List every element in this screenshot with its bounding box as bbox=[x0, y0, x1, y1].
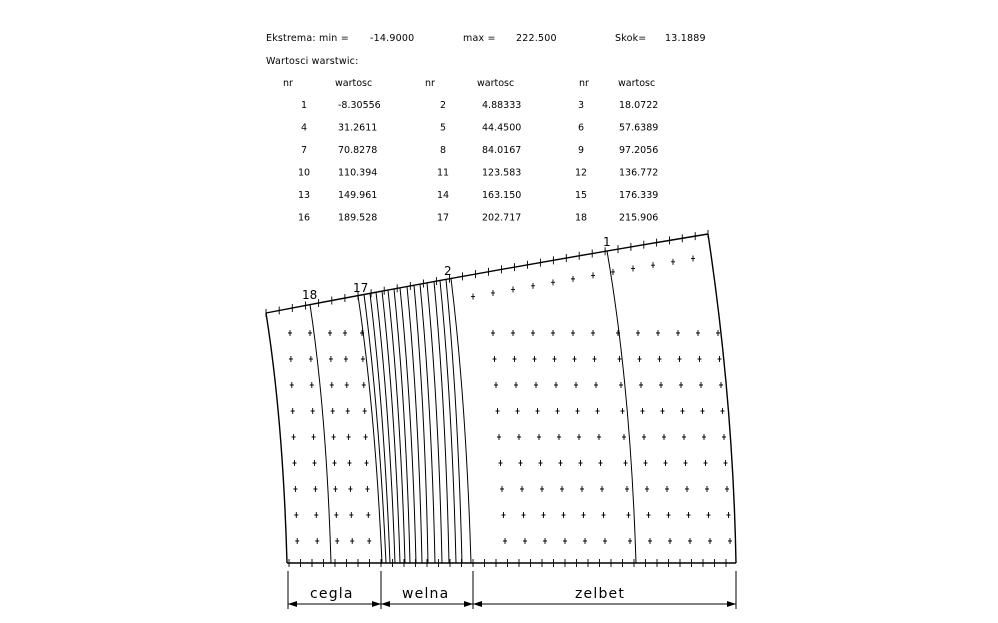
grid-marker bbox=[288, 330, 292, 336]
grid-marker bbox=[611, 269, 615, 275]
table-cell-value: 176.339 bbox=[619, 190, 659, 201]
grid-marker bbox=[344, 356, 348, 362]
grid-marker bbox=[559, 460, 563, 466]
grid-marker bbox=[648, 538, 652, 544]
grid-marker bbox=[516, 408, 520, 414]
grid-marker bbox=[698, 356, 702, 362]
table-cell-nr: 8 bbox=[439, 145, 447, 156]
grid-marker bbox=[531, 283, 535, 289]
grid-marker bbox=[642, 434, 646, 440]
grid-marker bbox=[591, 272, 595, 278]
grid-marker bbox=[554, 382, 558, 388]
grid-marker bbox=[600, 486, 604, 492]
col-header-nr: nr bbox=[579, 78, 589, 89]
grid-marker bbox=[328, 330, 332, 336]
contour-label-2: 2 bbox=[444, 264, 452, 278]
grid-marker bbox=[496, 408, 500, 414]
grid-marker bbox=[577, 434, 581, 440]
grid-marker bbox=[661, 408, 665, 414]
grid-marker bbox=[631, 266, 635, 272]
extrema-max-value: 222.500 bbox=[516, 33, 557, 44]
grid-marker bbox=[494, 382, 498, 388]
grid-marker bbox=[560, 486, 564, 492]
grid-marker bbox=[537, 434, 541, 440]
grid-marker bbox=[682, 434, 686, 440]
wall-cross-section bbox=[266, 230, 736, 567]
grid-marker bbox=[511, 286, 515, 292]
grid-marker bbox=[718, 356, 722, 362]
grid-marker bbox=[580, 486, 584, 492]
grid-marker bbox=[551, 330, 555, 336]
grid-marker bbox=[347, 434, 351, 440]
grid-marker bbox=[621, 408, 625, 414]
grid-marker bbox=[540, 486, 544, 492]
table-cell-nr: 2 bbox=[439, 100, 447, 111]
grid-marker bbox=[684, 460, 688, 466]
grid-marker bbox=[628, 538, 632, 544]
grid-marker bbox=[719, 382, 723, 388]
grid-marker bbox=[593, 356, 597, 362]
grid-marker bbox=[691, 255, 695, 261]
grid-marker bbox=[293, 460, 297, 466]
grid-marker bbox=[539, 460, 543, 466]
grid-marker bbox=[665, 486, 669, 492]
grid-marker bbox=[365, 486, 369, 492]
table-cell-nr: 5 bbox=[439, 122, 447, 134]
grid-marker bbox=[625, 486, 629, 492]
grid-marker bbox=[551, 279, 555, 285]
table-cell-nr: 10 bbox=[297, 167, 311, 179]
table-cell-value: 97.2056 bbox=[619, 145, 659, 156]
material-label-zelbet: zelbet bbox=[575, 586, 626, 602]
step-value: 13.1889 bbox=[665, 33, 706, 44]
grid-marker bbox=[361, 356, 365, 362]
grid-marker bbox=[335, 538, 339, 544]
grid-marker bbox=[520, 486, 524, 492]
grid-marker bbox=[583, 538, 587, 544]
grid-marker bbox=[679, 382, 683, 388]
grid-marker bbox=[294, 512, 298, 518]
contour-label-17: 17 bbox=[353, 281, 369, 295]
grid-marker bbox=[596, 408, 600, 414]
extrema-min-value: -14.9000 bbox=[370, 33, 415, 44]
grid-marker bbox=[651, 262, 655, 268]
grid-marker bbox=[542, 512, 546, 518]
isoline bbox=[434, 282, 449, 563]
grid-marker bbox=[582, 512, 586, 518]
grid-marker bbox=[678, 356, 682, 362]
grid-marker bbox=[293, 486, 297, 492]
table-cell-nr: 7 bbox=[300, 145, 308, 156]
grid-marker bbox=[333, 460, 337, 466]
table-cell-value: 57.6389 bbox=[619, 122, 659, 134]
grid-marker bbox=[707, 512, 711, 518]
grid-markers bbox=[288, 255, 732, 544]
grid-marker bbox=[491, 330, 495, 336]
table-cell-nr: 11 bbox=[436, 167, 450, 179]
table-cell-value: 110.394 bbox=[338, 167, 378, 179]
grid-marker bbox=[676, 330, 680, 336]
grid-marker bbox=[314, 512, 318, 518]
grid-marker bbox=[309, 356, 313, 362]
grid-marker bbox=[644, 460, 648, 466]
table-cell-nr: 16 bbox=[297, 212, 311, 224]
grid-marker bbox=[573, 356, 577, 362]
grid-marker bbox=[624, 460, 628, 466]
grid-marker bbox=[716, 330, 720, 336]
grid-marker bbox=[514, 382, 518, 388]
col-header-value: wartosc bbox=[477, 78, 515, 89]
grid-marker bbox=[728, 538, 732, 544]
grid-marker bbox=[603, 538, 607, 544]
material-label-welna: welna bbox=[402, 586, 450, 602]
isoline bbox=[388, 290, 405, 563]
grid-marker bbox=[656, 330, 660, 336]
grid-marker bbox=[503, 538, 507, 544]
grid-marker bbox=[725, 486, 729, 492]
grid-marker bbox=[636, 330, 640, 336]
isoline-table bbox=[298, 100, 658, 224]
col-header-nr: nr bbox=[425, 78, 435, 89]
col-header-value: wartosc bbox=[618, 78, 656, 89]
grid-marker bbox=[681, 408, 685, 414]
grid-marker bbox=[705, 486, 709, 492]
grid-marker bbox=[311, 408, 315, 414]
table-cell-value: 149.961 bbox=[338, 190, 378, 201]
grid-marker bbox=[618, 356, 622, 362]
table-cell-value: 70.8278 bbox=[338, 145, 378, 156]
grid-marker bbox=[688, 538, 692, 544]
grid-marker bbox=[699, 382, 703, 388]
table-cell-value: 202.717 bbox=[482, 212, 522, 224]
grid-marker bbox=[553, 356, 557, 362]
grid-marker bbox=[343, 330, 347, 336]
grid-marker bbox=[290, 382, 294, 388]
grid-marker bbox=[574, 382, 578, 388]
grid-marker bbox=[531, 330, 535, 336]
grid-marker bbox=[594, 382, 598, 388]
grid-marker bbox=[704, 460, 708, 466]
isoline bbox=[427, 283, 442, 563]
isoline bbox=[382, 291, 400, 563]
grid-marker bbox=[602, 512, 606, 518]
isoline bbox=[607, 251, 636, 563]
table-cell-nr: 6 bbox=[577, 122, 585, 134]
grid-marker bbox=[702, 434, 706, 440]
table-cell-value: 215.906 bbox=[619, 212, 659, 224]
material-dimensions bbox=[288, 571, 736, 609]
table-cell-value: 163.150 bbox=[482, 190, 522, 201]
grid-marker bbox=[668, 538, 672, 544]
grid-marker bbox=[346, 408, 350, 414]
grid-marker bbox=[517, 434, 521, 440]
grid-marker bbox=[701, 408, 705, 414]
grid-marker bbox=[295, 538, 299, 544]
table-cell-nr: 13 bbox=[297, 190, 311, 201]
table-cell-value: 4.88333 bbox=[482, 100, 522, 111]
outline-right-edge bbox=[708, 234, 736, 563]
grid-marker bbox=[289, 356, 293, 362]
isoline bbox=[394, 289, 410, 563]
grid-marker bbox=[308, 330, 312, 336]
col-header-value: wartosc bbox=[335, 78, 373, 89]
grid-marker bbox=[365, 460, 369, 466]
grid-marker bbox=[511, 330, 515, 336]
table-cell-nr: 9 bbox=[577, 145, 585, 156]
grid-marker bbox=[502, 512, 506, 518]
grid-marker bbox=[562, 512, 566, 518]
grid-marker bbox=[362, 382, 366, 388]
col-header-nr: nr bbox=[283, 78, 293, 89]
table-cell-nr: 3 bbox=[577, 100, 585, 111]
grid-marker bbox=[658, 356, 662, 362]
table-cell-nr: 12 bbox=[574, 167, 588, 179]
table-cell-nr: 4 bbox=[300, 122, 308, 134]
grid-marker bbox=[597, 434, 601, 440]
table-cell-nr: 14 bbox=[436, 190, 450, 201]
grid-marker bbox=[536, 408, 540, 414]
grid-marker bbox=[330, 382, 334, 388]
grid-marker bbox=[331, 408, 335, 414]
grid-marker bbox=[576, 408, 580, 414]
extrema-max-label: max = bbox=[463, 33, 496, 44]
table-cell-value: 84.0167 bbox=[482, 145, 522, 156]
extrema-label: Ekstrema: min = bbox=[266, 33, 349, 44]
grid-marker bbox=[519, 460, 523, 466]
grid-marker bbox=[334, 512, 338, 518]
grid-marker bbox=[622, 434, 626, 440]
grid-marker bbox=[348, 486, 352, 492]
material-label-cegla: cegla bbox=[310, 586, 354, 602]
grid-marker bbox=[363, 408, 367, 414]
contour-label-18: 18 bbox=[302, 288, 318, 302]
grid-marker bbox=[497, 434, 501, 440]
table-cell-nr: 17 bbox=[436, 212, 450, 224]
grid-marker bbox=[313, 486, 317, 492]
grid-marker bbox=[291, 408, 295, 414]
table-cell-nr: 18 bbox=[574, 212, 588, 224]
grid-marker bbox=[639, 382, 643, 388]
grid-marker bbox=[543, 538, 547, 544]
table-cell-value: 44.4500 bbox=[482, 122, 522, 134]
table-cell-nr: 1 bbox=[300, 100, 308, 111]
table-cell-value: 136.772 bbox=[619, 167, 659, 179]
table-cell-nr: 15 bbox=[574, 190, 588, 201]
grid-marker bbox=[557, 434, 561, 440]
grid-marker bbox=[571, 276, 575, 282]
grid-marker bbox=[350, 538, 354, 544]
grid-marker bbox=[708, 538, 712, 544]
table-cell-value: -8.30556 bbox=[338, 100, 381, 111]
isoline bbox=[400, 288, 416, 563]
grid-marker bbox=[662, 434, 666, 440]
grid-marker bbox=[522, 512, 526, 518]
grid-marker bbox=[724, 460, 728, 466]
grid-marker bbox=[638, 356, 642, 362]
grid-marker bbox=[696, 330, 700, 336]
grid-marker bbox=[722, 434, 726, 440]
grid-marker bbox=[571, 330, 575, 336]
grid-marker bbox=[556, 408, 560, 414]
grid-marker bbox=[563, 538, 567, 544]
grid-marker bbox=[533, 356, 537, 362]
grid-marker bbox=[664, 460, 668, 466]
grid-marker bbox=[591, 330, 595, 336]
grid-marker bbox=[667, 512, 671, 518]
grid-marker bbox=[315, 538, 319, 544]
grid-marker bbox=[367, 538, 371, 544]
grid-marker bbox=[619, 382, 623, 388]
grid-marker bbox=[579, 460, 583, 466]
outline-left-edge bbox=[266, 313, 287, 563]
grid-marker bbox=[292, 434, 296, 440]
grid-marker bbox=[647, 512, 651, 518]
grid-marker bbox=[499, 460, 503, 466]
table-cell-value: 18.0722 bbox=[619, 100, 659, 111]
grid-marker bbox=[491, 290, 495, 296]
grid-marker bbox=[659, 382, 663, 388]
grid-marker bbox=[641, 408, 645, 414]
grid-marker bbox=[348, 460, 352, 466]
grid-marker bbox=[493, 356, 497, 362]
grid-marker bbox=[721, 408, 725, 414]
grid-marker bbox=[366, 512, 370, 518]
grid-marker bbox=[727, 512, 731, 518]
grid-marker bbox=[645, 486, 649, 492]
table-cell-value: 189.528 bbox=[338, 212, 378, 224]
grid-marker bbox=[671, 259, 675, 265]
contour-label-1: 1 bbox=[603, 235, 611, 249]
table-cell-value: 31.2611 bbox=[338, 122, 378, 134]
grid-marker bbox=[349, 512, 353, 518]
grid-marker bbox=[513, 356, 517, 362]
grid-marker bbox=[310, 382, 314, 388]
grid-marker bbox=[500, 486, 504, 492]
top-edge-ticks bbox=[266, 230, 708, 317]
step-label: Skok= bbox=[615, 33, 647, 44]
grid-marker bbox=[329, 356, 333, 362]
grid-marker bbox=[627, 512, 631, 518]
outline-top-edge bbox=[266, 234, 708, 313]
grid-marker bbox=[471, 294, 475, 300]
grid-marker bbox=[687, 512, 691, 518]
grid-marker bbox=[534, 382, 538, 388]
grid-marker bbox=[685, 486, 689, 492]
grid-marker bbox=[332, 434, 336, 440]
table-cell-value: 123.583 bbox=[482, 167, 522, 179]
grid-marker bbox=[312, 434, 316, 440]
isoline-values-label: Wartosci warstwic: bbox=[266, 56, 359, 67]
grid-marker bbox=[313, 460, 317, 466]
grid-marker bbox=[364, 434, 368, 440]
grid-marker bbox=[345, 382, 349, 388]
isoline bbox=[310, 305, 331, 563]
grid-marker bbox=[523, 538, 527, 544]
grid-marker bbox=[599, 460, 603, 466]
grid-marker bbox=[333, 486, 337, 492]
